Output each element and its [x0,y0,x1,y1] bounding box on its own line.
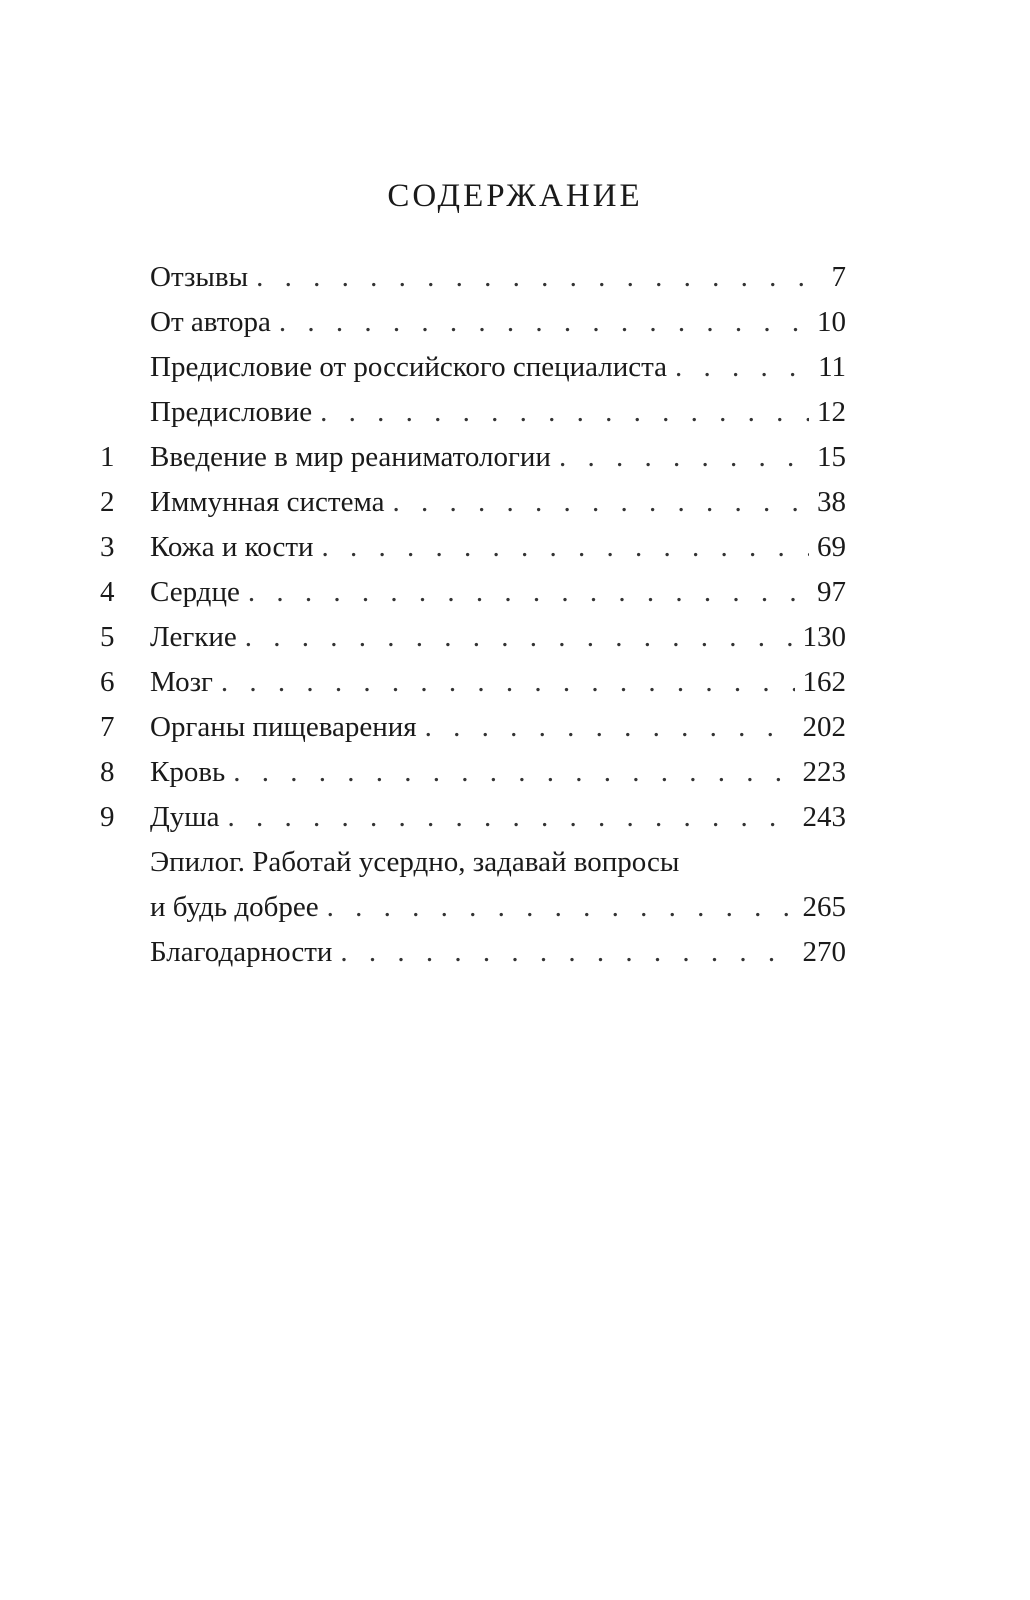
dot-leader [327,885,795,930]
toc-row [0,390,1030,435]
toc-row [0,840,1030,885]
toc-label: Введение в мир реаниматологии [150,441,551,473]
toc-entry [150,795,846,840]
toc-page-number: 97 [817,576,846,608]
toc-page-number: 15 [817,441,846,473]
toc-row [0,885,1030,930]
toc-label: Благодарности [150,936,333,968]
toc-entry [150,660,846,705]
toc-label: Органы пищеварения [150,711,417,743]
toc-label: Сердце [150,576,240,608]
toc-entry [150,435,846,480]
dot-leader [227,795,794,840]
toc-entry [150,345,846,390]
toc-label: Кожа и кости [150,531,314,563]
toc-page-number: 69 [817,531,846,563]
dot-leader [233,750,794,795]
dot-leader [392,480,809,525]
chapter-number: 2 [100,486,115,518]
toc-row [0,705,1030,750]
dot-leader [320,390,809,435]
table-of-contents [0,255,1030,975]
dot-leader [559,435,809,480]
toc-entry [150,705,846,750]
chapter-number: 9 [100,801,115,833]
toc-label: Легкие [150,621,237,653]
toc-page-number: 270 [802,936,846,968]
toc-row [0,255,1030,300]
toc-label: От автора [150,306,271,338]
chapter-number: 7 [100,711,115,743]
toc-entry [150,885,846,930]
toc-label: Отзывы [150,261,249,293]
dot-leader [245,615,795,660]
toc-row [0,615,1030,660]
toc-entry [150,840,846,885]
toc-entry [150,930,846,975]
dot-leader [221,660,795,705]
page-title: СОДЕРЖАНИЕ [387,178,643,214]
toc-row [0,795,1030,840]
toc-label: Иммунная система [150,486,385,518]
toc-row [0,525,1030,570]
toc-label: Мозг [150,666,213,698]
toc-page-number: 38 [817,486,846,518]
toc-page-number: 265 [802,891,846,923]
dot-leader [322,525,809,570]
toc-row [0,660,1030,705]
toc-entry [150,390,846,435]
chapter-number: 5 [100,621,115,653]
toc-row [0,435,1030,480]
dot-leader [675,345,810,390]
chapter-number: 6 [100,666,115,698]
toc-entry [150,255,846,300]
toc-row [0,570,1030,615]
toc-entry [150,570,846,615]
toc-entry [150,300,846,345]
toc-entry [150,480,846,525]
toc-page-number: 130 [802,621,846,653]
toc-page-number: 12 [817,396,846,428]
chapter-number: 1 [100,441,115,473]
dot-leader [279,300,809,345]
dot-leader [340,930,794,975]
toc-entry [150,750,846,795]
chapter-number: 3 [100,531,115,563]
toc-page-number: 223 [802,756,846,788]
toc-row [0,750,1030,795]
chapter-number: 8 [100,756,115,788]
toc-row [0,300,1030,345]
toc-label: Эпилог. Работай усердно, задавай вопросы [150,846,680,878]
toc-entry [150,525,846,570]
toc-label: Душа [150,801,220,833]
toc-page-number: 202 [802,711,846,743]
dot-leader [248,570,809,615]
dot-leader [256,255,823,300]
toc-label: Предисловие от российского специалиста [150,351,668,383]
toc-page-number: 10 [817,306,846,338]
toc-row [0,930,1030,975]
toc-row [0,345,1030,390]
toc-page-number: 243 [802,801,846,833]
toc-page-number: 162 [802,666,846,698]
toc-label: Предисловие [150,396,313,428]
toc-page-number: 7 [831,261,846,293]
toc-label: Кровь [150,756,226,788]
chapter-number: 4 [100,576,115,608]
toc-page-number: 11 [818,351,846,383]
toc-row [0,480,1030,525]
toc-entry [150,615,846,660]
toc-label: и будь добрее [150,891,319,923]
dot-leader [425,705,795,750]
